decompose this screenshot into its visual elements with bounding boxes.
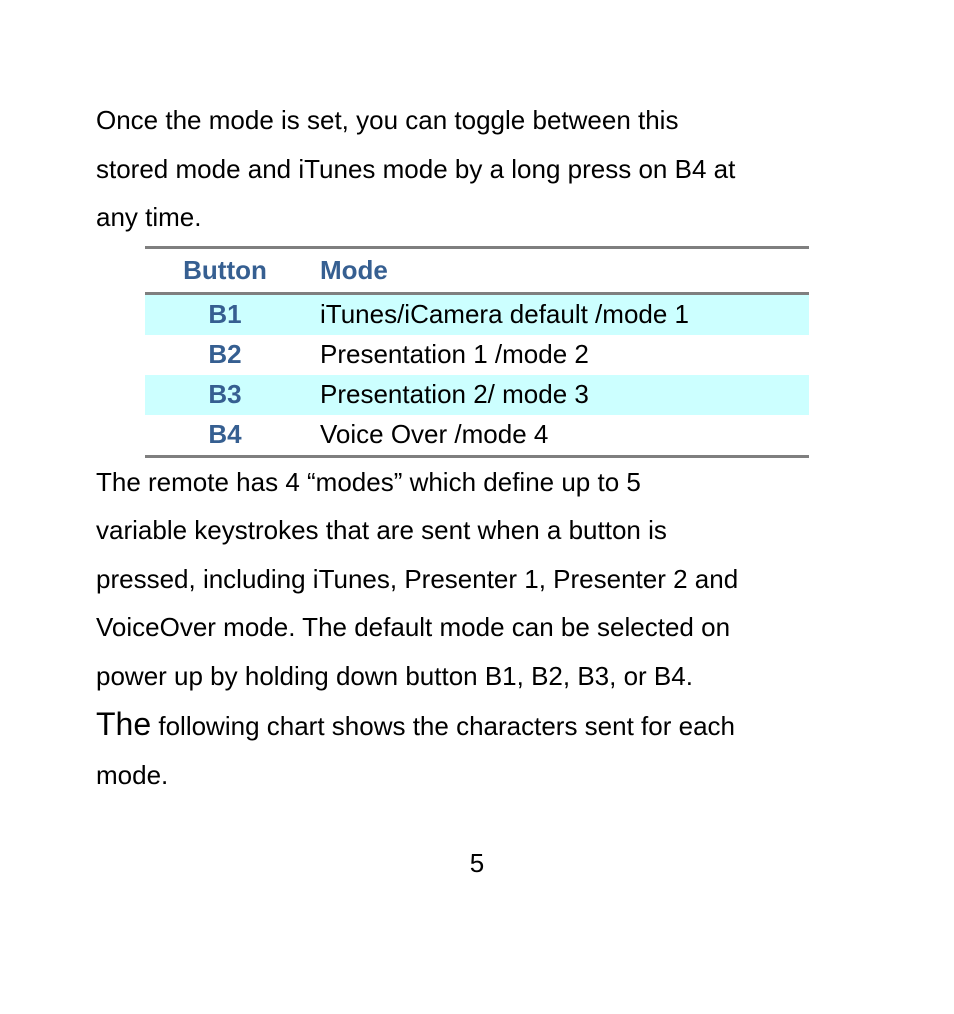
document-page bbox=[96, 96, 866, 799]
table-row bbox=[145, 375, 809, 415]
row-button: B1 bbox=[145, 293, 305, 335]
table-row bbox=[145, 415, 809, 457]
body-paragraph bbox=[96, 458, 866, 800]
header-mode: Mode bbox=[305, 247, 809, 293]
table-row bbox=[145, 335, 809, 375]
row-mode: Voice Over /mode 4 bbox=[305, 415, 809, 457]
mode-table bbox=[145, 246, 809, 458]
row-mode: Presentation 1 /mode 2 bbox=[320, 339, 589, 369]
row-mode: Presentation 2/ mode 3 bbox=[305, 375, 809, 415]
body-line: VoiceOver mode. The default mode can be selected on bbox=[96, 612, 731, 642]
page-number: 5 bbox=[469, 848, 485, 878]
intro-line: any time. bbox=[96, 202, 202, 232]
row-button: B4 bbox=[145, 415, 305, 457]
intro-line: stored mode and iTunes mode by a long press on B4 at bbox=[96, 153, 736, 184]
chart-intro-line bbox=[96, 700, 866, 751]
row-button: B2 bbox=[208, 339, 242, 369]
body-line: The remote has 4 “modes” which define up to 5 bbox=[96, 466, 641, 497]
intro-paragraph bbox=[96, 96, 866, 242]
chart-intro-rest: following chart shows the characters sent for each bbox=[151, 711, 735, 741]
row-mode: iTunes/iCamera default /mode 1 bbox=[305, 293, 809, 335]
row-button: B3 bbox=[145, 375, 305, 415]
chart-intro-lead: The bbox=[96, 706, 152, 742]
table-row bbox=[145, 293, 809, 335]
body-line: pressed, including iTunes, Presenter 1, Presenter 2 and bbox=[96, 563, 739, 594]
body-line: power up by holding down button B1, B2, B3, or B4. bbox=[96, 660, 693, 691]
intro-line: Once the mode is set, you can toggle between this bbox=[96, 105, 679, 135]
body-line: variable keystrokes that are sent when a button is bbox=[96, 515, 667, 545]
chart-intro-end: mode. bbox=[96, 759, 169, 790]
table-header-row bbox=[145, 247, 809, 293]
header-button: Button bbox=[145, 247, 305, 293]
